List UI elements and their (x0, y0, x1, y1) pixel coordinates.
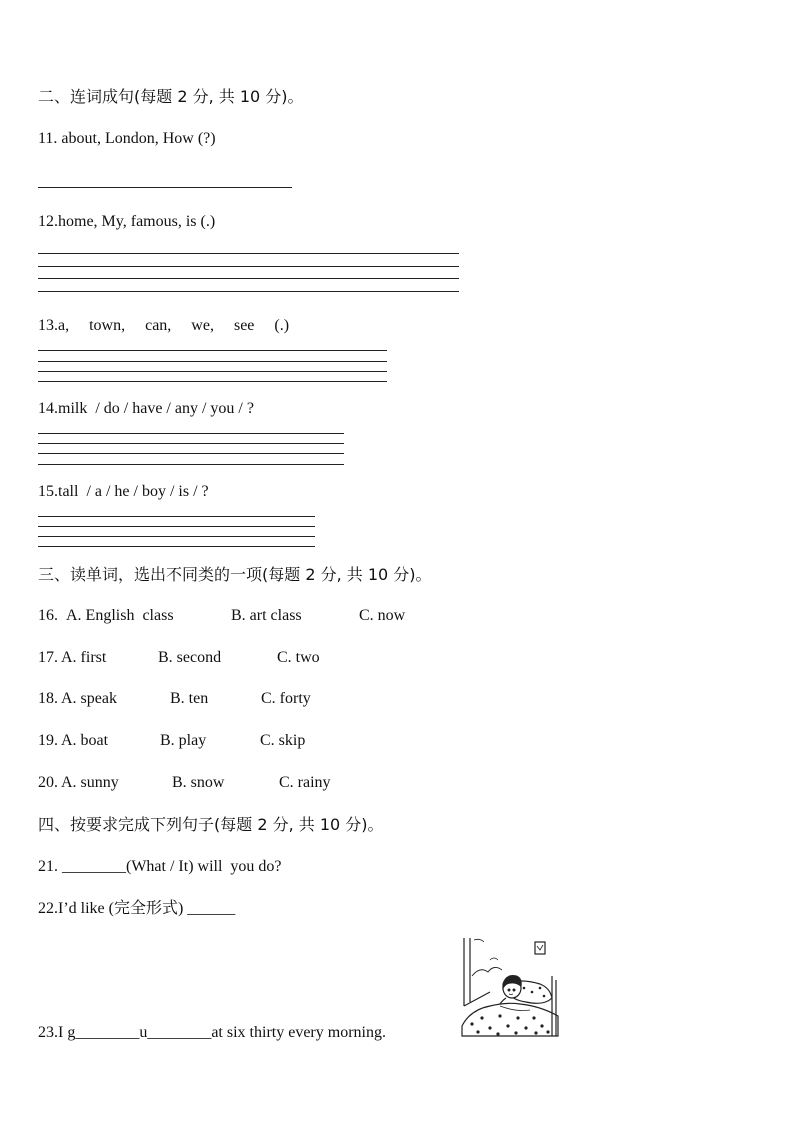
answer-line[interactable] (38, 464, 344, 465)
option-c[interactable]: C. forty (261, 690, 311, 707)
option-b[interactable]: B. play (160, 732, 207, 749)
section-4-heading: 四、按要求完成下列句子(每题 2 分, 共 10 分)。 (38, 815, 384, 834)
question-15: 15.tall / a / he / boy / is / ? (38, 483, 209, 500)
question-23: 23.I g________u________at six thirty every morning. (38, 1024, 386, 1041)
option-a[interactable]: A. speak (61, 690, 117, 707)
option-a[interactable]: A. first (61, 649, 107, 666)
option-a[interactable]: A. English class (66, 607, 174, 624)
answer-line[interactable] (38, 516, 315, 517)
option-a[interactable]: A. boat (61, 732, 109, 749)
answer-line[interactable] (38, 266, 459, 267)
question-number: 19. (38, 732, 58, 749)
option-c[interactable]: C. two (277, 649, 320, 666)
answer-line[interactable] (38, 453, 344, 454)
question-22: 22.I’d like (完全形式) ______ (38, 900, 236, 917)
answer-line[interactable] (38, 278, 459, 279)
answer-line[interactable] (38, 371, 387, 372)
question-13: 13.a, town, can, we, see (.) (38, 317, 290, 334)
question-number: 20. (38, 774, 58, 791)
answer-line[interactable] (38, 361, 387, 362)
answer-line[interactable] (38, 536, 315, 537)
answer-line[interactable] (38, 546, 315, 547)
option-a[interactable]: A. sunny (61, 774, 119, 791)
question-number: 16. (38, 607, 58, 624)
answer-line[interactable] (38, 526, 315, 527)
question-number: 18. (38, 690, 58, 707)
section-3-heading: 三、读单词，选出不同类的一项(每题 2 分, 共 10 分)。 (38, 565, 432, 584)
option-b[interactable]: B. second (158, 649, 222, 666)
answer-line[interactable] (38, 443, 344, 444)
option-c[interactable]: C. rainy (279, 774, 331, 791)
section-2-heading: 二、连词成句(每题 2 分, 共 10 分)。 (38, 87, 304, 106)
question-14: 14.milk / do / have / any / you / ? (38, 400, 254, 417)
option-b[interactable]: B. snow (172, 774, 225, 791)
option-b[interactable]: B. ten (170, 690, 209, 707)
answer-line[interactable] (38, 253, 459, 254)
option-c[interactable]: C. skip (260, 732, 306, 749)
question-number: 17. (38, 649, 58, 666)
answer-line[interactable] (38, 291, 459, 292)
option-c[interactable]: C. now (359, 607, 406, 624)
boy-waking-in-bed-illustration (460, 936, 560, 1040)
answer-line[interactable] (38, 350, 387, 351)
answer-line[interactable] (38, 381, 387, 382)
answer-line[interactable] (38, 187, 292, 188)
question-21: 21. ________(What / It) will you do? (38, 858, 282, 875)
question-11: 11. about, London, How (?) (38, 130, 216, 147)
question-12: 12.home, My, famous, is (.) (38, 213, 216, 230)
answer-line[interactable] (38, 433, 344, 434)
option-b[interactable]: B. art class (231, 607, 302, 624)
